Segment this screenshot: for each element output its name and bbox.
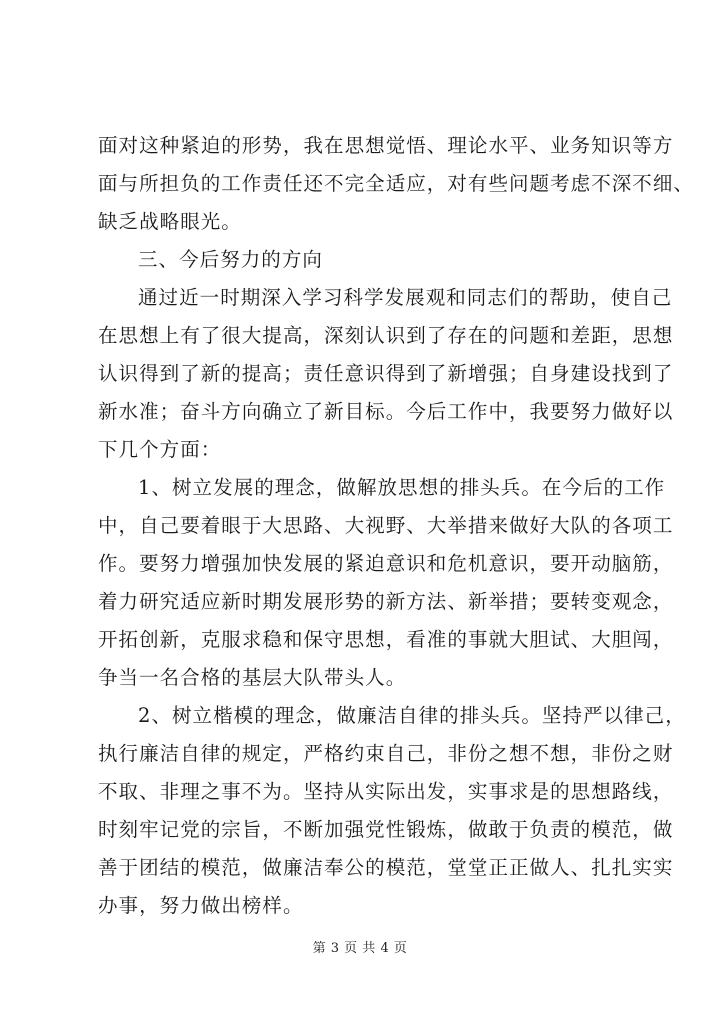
body-line: 面对这种紧迫的形势，我在思想觉悟、理论水平、业务知识等方 — [98, 134, 674, 157]
body-line: 办事，努力做出榜样。 — [98, 894, 304, 917]
body-line: 认识得到了新的提高；责任意识得到了新增强；自身建设找到了 — [98, 362, 674, 385]
body-line: 中，自己要着眼于大思路、大视野、大举措来做好大队的各项工 — [98, 514, 674, 537]
body-line: 2、树立楷模的理念，做廉洁自律的排头兵。坚持严以律己， — [138, 704, 686, 727]
body-line: 缺乏战略眼光。 — [98, 210, 242, 233]
section-heading: 三、今后努力的方向 — [138, 248, 323, 271]
body-line: 着力研究适应新时期发展形势的新方法、新举措；要转变观念， — [98, 590, 674, 613]
body-line: 在思想上有了很大提高，深刻认识到了存在的问题和差距，思想 — [98, 324, 674, 347]
body-line: 面与所担负的工作责任还不完全适应，对有些问题考虑不深不细、 — [98, 172, 694, 195]
body-line: 不取、非理之事不为。坚持从实际出发，实事求是的思想路线， — [98, 780, 674, 803]
body-line: 下几个方面： — [98, 438, 222, 461]
page-number-footer: 第 3 页 共 4 页 — [312, 941, 408, 956]
body-line: 新水准；奋斗方向确立了新目标。今后工作中，我要努力做好以 — [98, 400, 674, 423]
body-line: 执行廉洁自律的规定，严格约束自己，非份之想不想，非份之财 — [98, 742, 674, 765]
body-line: 善于团结的模范，做廉洁奉公的模范，堂堂正正做人、扎扎实实 — [98, 856, 674, 879]
body-line: 作。要努力增强加快发展的紧迫意识和危机意识，要开动脑筋， — [98, 552, 674, 575]
body-line: 开拓创新，克服求稳和保守思想，看准的事就大胆试、大胆闯， — [98, 628, 674, 651]
body-line: 争当一名合格的基层大队带头人。 — [98, 666, 407, 689]
body-line: 通过近一时期深入学习科学发展观和同志们的帮助，使自己 — [138, 286, 673, 309]
body-line: 1、树立发展的理念，做解放思想的排头兵。在今后的工作 — [138, 476, 666, 499]
body-line: 时刻牢记党的宗旨，不断加强党性锻炼，做敢于负责的模范，做 — [98, 818, 674, 841]
